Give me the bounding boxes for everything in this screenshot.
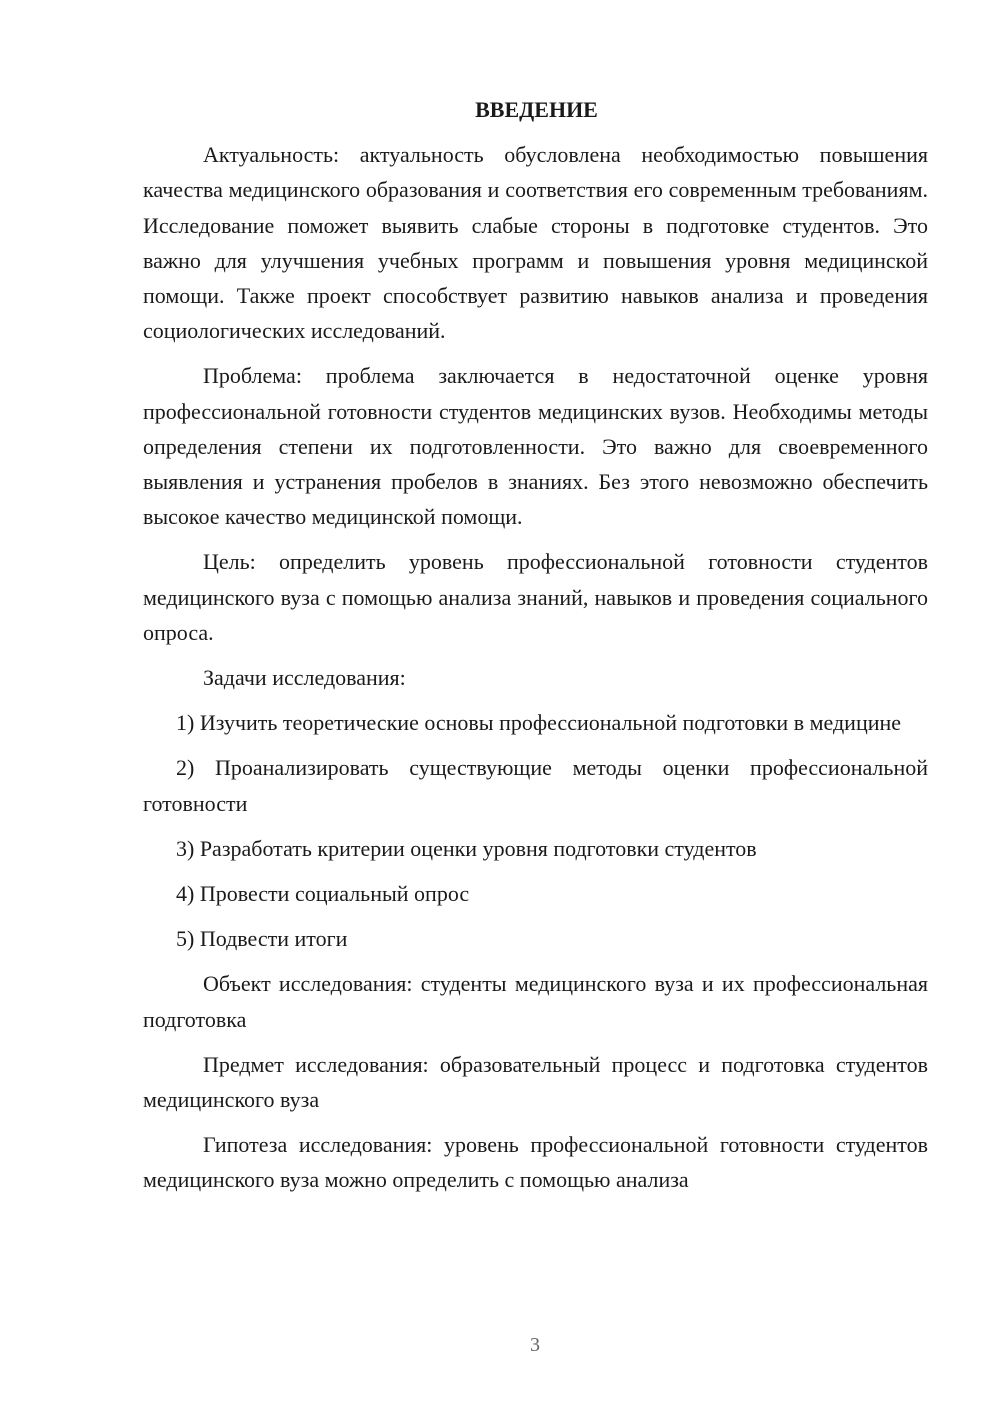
research-subject-paragraph: Предмет исследования: образовательный процесс и подготовка студентов медицинского вуза	[143, 1051, 928, 1113]
task-item-3: 3) Разработать критерии оценки уровня подготовки студентов	[176, 835, 757, 861]
task-item-1: 1) Изучить теоретические основы профессиональной подготовки в медицине	[176, 710, 902, 736]
goal-paragraph: Цель: определить уровень профессиональной готовности студентов медицинского вуза с помощью анализа знаний, навыков и проведения социального опроса.	[143, 549, 928, 645]
task-item-4: 4) Провести социальный опрос	[176, 881, 470, 907]
page-content	[143, 92, 928, 1208]
tasks-heading: Задачи исследования:	[203, 665, 406, 691]
page-number: 3	[530, 1334, 540, 1356]
problem-paragraph: Проблема: проблема заключается в недостаточной оценке уровня профессиональной готовности студентов медицинских вузов. Необходимы методы определения степени их подготовленности. Это важно для своевременного выявления и устранения пробелов в знаниях. Без этого невозможно обеспечить высокое качество медицинской помощи.	[143, 363, 928, 530]
relevance-paragraph: Актуальность: актуальность обусловлена необходимостью повышения качества медицинского образования и соответствия его современным требованиям. Исследование поможет выявить слабые стороны в подготовке студентов. Это важно для улучшения учебных программ и повышения уровня медицинской помощи. Также проект способствует развитию навыков анализа и проведения социологических исследований.	[143, 142, 928, 344]
task-item-2: 2) Проанализировать существующие методы оценки профессиональной готовности	[143, 755, 928, 816]
task-item-5: 5) Подвести итоги	[176, 926, 348, 952]
hypothesis-paragraph: Гипотеза исследования: уровень профессиональной готовности студентов медицинского вуза можно определить с помощью анализа	[143, 1132, 928, 1193]
page-title: ВВЕДЕНИЕ	[475, 97, 598, 122]
research-object-paragraph: Объект исследования: студенты медицинского вуза и их профессиональная подготовка	[143, 971, 928, 1032]
